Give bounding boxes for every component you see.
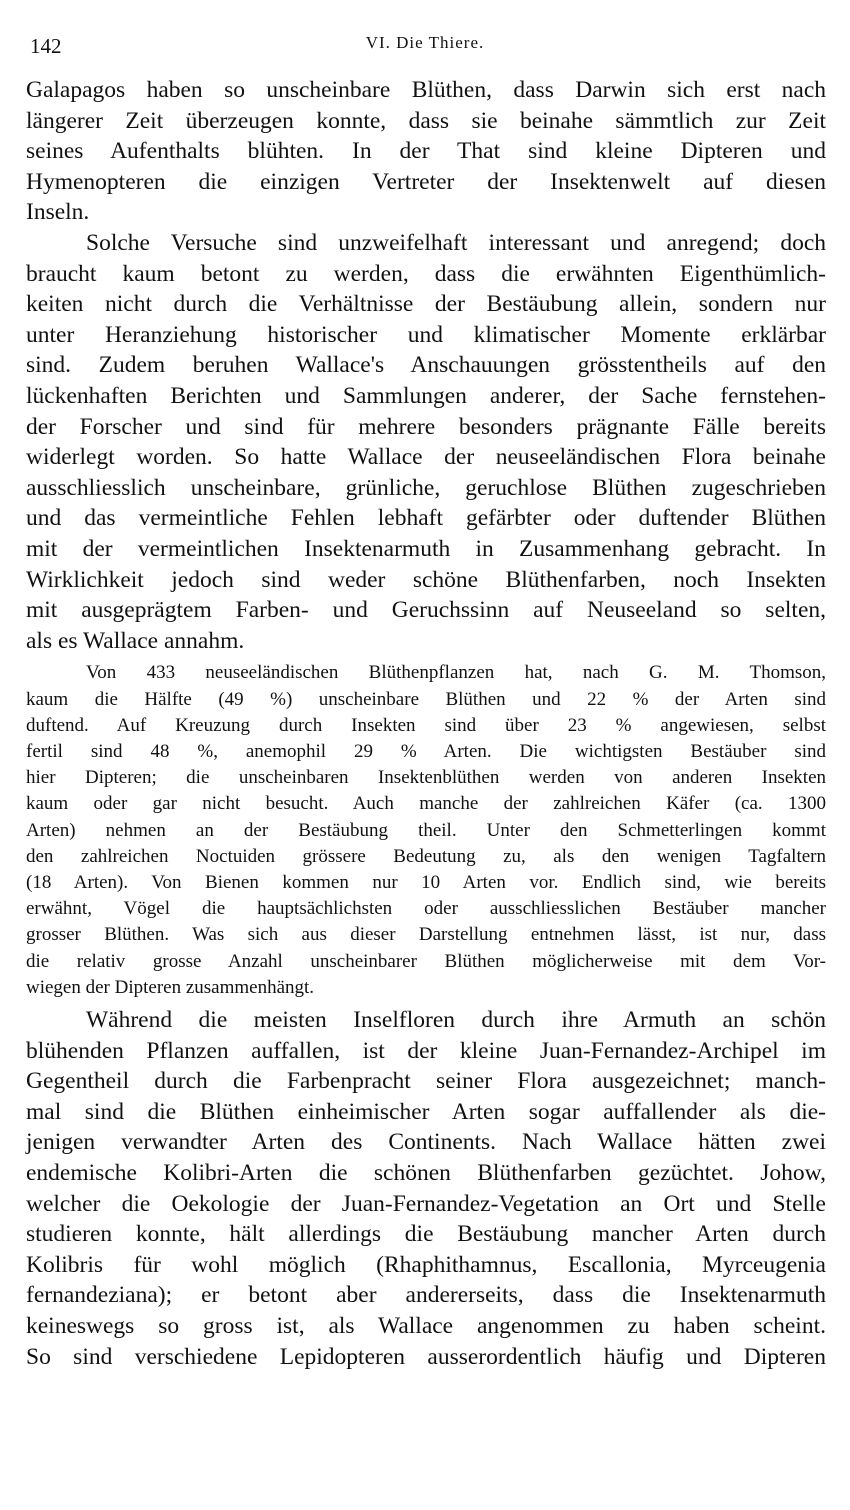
page-header [26, 30, 824, 60]
text-line: seines Aufenthalts blühten. In der That sind kleine Dipteren und [26, 138, 826, 165]
text-line: Wirklichkeit jedoch sind weder schöne Blüthenfarben, noch Insekten [26, 566, 826, 593]
page-number: 142 [30, 34, 62, 58]
text-line: sind. Zudem beruhen Wallace's Anschauungen grösstentheils auf den [26, 352, 826, 379]
text-line: duftend. Auf Kreuzung durch Insekten sind über 23 % angewiesen, selbst [26, 714, 826, 736]
text-line: hier Dipteren; die unscheinbaren Insektenblüthen werden von anderen Insekten [26, 767, 826, 789]
text-line: mit ausgeprägtem Farben- und Geruchssinn auf Neuseeland so selten, [26, 597, 826, 624]
text-line: Arten) nehmen an der Bestäubung theil. Unter den Schmetterlingen kommt [26, 819, 826, 841]
text-line: unter Heranziehung historischer und klimatischer Momente erklärbar [26, 321, 826, 348]
text-line: keineswegs so gross ist, als Wallace angenommen zu haben scheint. [26, 1313, 826, 1339]
text-line: den zahlreichen Noctuiden grössere Bedeutung zu, als den wenigen Tagfaltern [26, 845, 826, 867]
text-line: Während die meisten Inselfloren durch ihre Armuth an schön [86, 1007, 826, 1033]
text-line: braucht kaum betont zu werden, dass die erwähnten Eigenthümlich- [26, 260, 826, 287]
text-line: die relativ grosse Anzahl unscheinbarer Blüthen möglicherweise mit dem Vor- [26, 950, 826, 972]
text-line: Inseln. [26, 199, 90, 226]
text-line: mit der vermeintlichen Insektenarmuth in Zusammenhang gebracht. In [26, 536, 826, 562]
text-line: jenigen verwandter Arten des Continents. Nach Wallace hätten zwei [26, 1129, 826, 1156]
text-line: ausschliesslich unscheinbare, grünliche, geruchlose Blüthen zugeschrieben [26, 474, 826, 501]
text-line: Von 433 neuseeländischen Blüthenpflanzen hat, nach G. M. Thomson, [86, 662, 826, 684]
text-line: keiten nicht durch die Verhältnisse der Bestäubung allein, sondern nur [26, 291, 826, 318]
text-line: Solche Versuche sind unzweifelhaft interessant und anregend; doch [86, 230, 826, 256]
text-line: studieren konnte, hält allerdings die Bestäubung mancher Arten durch [26, 1221, 826, 1248]
running-title: VI. Die Thiere. [365, 33, 485, 52]
text-line: kaum oder gar nicht besucht. Auch manche der zahlreichen Käfer (ca. 1300 [26, 793, 826, 815]
text-line: welcher die Oekologie der Juan-Fernandez-Vegetation an Ort und Stelle [26, 1190, 826, 1217]
text-line: grosser Blüthen. Was sich aus dieser Darstellung entnehmen lässt, ist nur, dass [26, 924, 826, 946]
text-line: Kolibris für wohl möglich (Rhaphithamnus, Escallonia, Myrceugenia [26, 1251, 826, 1278]
text-line: kaum die Hälfte (49 %) unscheinbare Blüthen und 22 % der Arten sind [26, 688, 826, 710]
text-line: Galapagos haben so unscheinbare Blüthen, dass Darwin sich erst nach [26, 77, 826, 103]
text-line: widerlegt worden. So hatte Wallace der neuseeländischen Flora beinahe [26, 444, 826, 471]
text-line: als es Wallace annahm. [26, 627, 245, 654]
text-line: fernandeziana); er betont aber andererseits, dass die Insektenarmuth [26, 1282, 826, 1309]
text-line: (18 Arten). Von Bienen kommen nur 10 Arten vor. Endlich sind, wie bereits [26, 872, 826, 893]
text-line: längerer Zeit überzeugen konnte, dass sie beinahe sämmtlich zur Zeit [26, 107, 826, 134]
text-line: lückenhaften Berichten und Sammlungen anderer, der Sache fernstehen- [26, 383, 826, 409]
text-line: Gegentheil durch die Farbenpracht seiner Flora ausgezeichnet; manch- [26, 1068, 826, 1095]
text-line: endemische Kolibri-Arten die schönen Blüthenfarben gezüchtet. Johow, [26, 1160, 826, 1186]
text-line: So sind verschiedene Lepidopteren ausserordentlich häufig und Dipteren [26, 1343, 826, 1370]
text-line: fertil sind 48 %, anemophil 29 % Arten. Die wichtigsten Bestäuber sind [26, 741, 826, 762]
text-line: der Forscher und sind für mehrere besonders prägnante Fälle bereits [26, 413, 826, 440]
text-line: blühenden Pflanzen auffallen, ist der kleine Juan-Fernandez-Archipel im [26, 1037, 826, 1064]
text-line: mal sind die Blüthen einheimischer Arten sogar auffallender als die- [26, 1098, 826, 1125]
text-line: Hymenopteren die einzigen Vertreter der Insektenwelt auf diesen [26, 168, 826, 195]
text-line: wiegen der Dipteren zusammenhängt. [26, 976, 315, 998]
text-line: und das vermeintliche Fehlen lebhaft gefärbter oder duftender Blüthen [26, 505, 826, 532]
text-line: erwähnt, Vögel die hauptsächlichsten oder ausschliesslichen Bestäuber mancher [26, 898, 826, 920]
